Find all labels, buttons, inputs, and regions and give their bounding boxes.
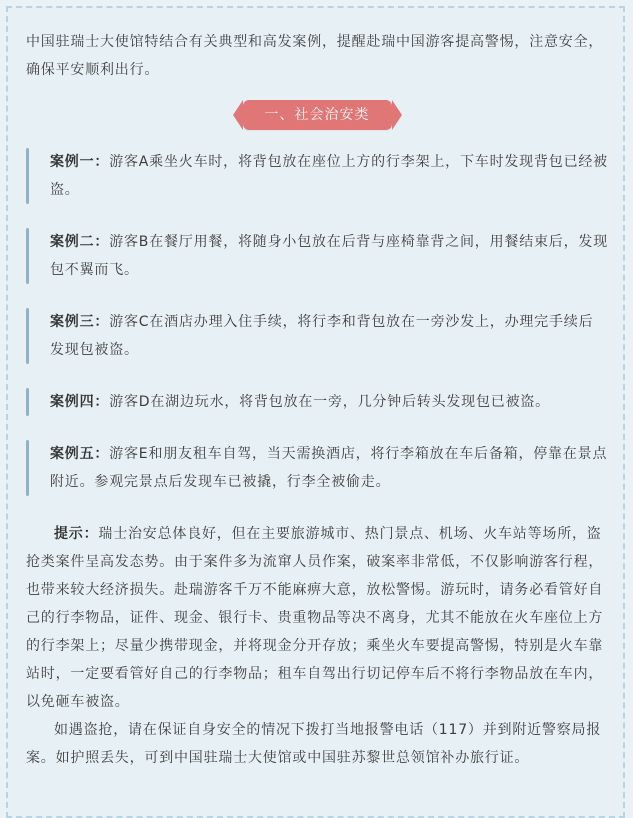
case-item	[26, 308, 608, 364]
case-list	[26, 148, 608, 496]
robbery-advice-paragraph: 如遇盗抢，请在保证自身安全的情况下拨打当地报警电话（117）并到附近警察局报案。如护照丢失，可到中国驻瑞士大使馆或中国驻苏黎世总领馆补办旅行证。	[26, 722, 602, 766]
case-label: 案例二：	[50, 234, 110, 250]
case-accent-bar	[26, 148, 29, 204]
case-item	[26, 388, 608, 416]
case-accent-bar	[26, 440, 29, 496]
case-text-block	[50, 308, 608, 364]
case-text-block	[50, 228, 608, 284]
case-accent-bar	[26, 308, 29, 364]
case-text-block	[50, 440, 608, 496]
article-frame	[6, 6, 625, 818]
intro-paragraph: 中国驻瑞士大使馆特结合有关典型和高发案例，提醒赴瑞中国游客提高警惕，注意安全，确保平安顺利出行。	[26, 34, 604, 78]
case-label: 案例五：	[50, 446, 110, 462]
case-item	[26, 148, 608, 204]
section-heading-wrap	[26, 100, 608, 130]
case-label: 案例三：	[50, 314, 110, 330]
case-description: 游客C在酒店办理入住手续，将行李和背包放在一旁沙发上，办理完手续后发现包被盗。	[50, 314, 594, 358]
case-text-block	[50, 388, 608, 416]
tip-text: 瑞士治安总体良好，但在主要旅游城市、热门景点、机场、火车站等场所，盗抢类案件呈高发态势。由于案件多为流窜人员作案，破案率非常低，不仅影响游客行程，也带来较大经济损失。赴瑞游客千万不能麻痹大意，放松警惕。游玩时，请务必看管好自己的行李物品，证件、现金、银行卡、贵重物品等决不离身，尤其不能放在火车座位上方的行李架上；尽量少携带现金，并将现金分开存放；乘坐火车要提高警惕，特别是火车靠站时，一定要看管好自己的行李物品；租车自驾出行切记停车后不将行李物品放在车内，以免砸车被盗。	[26, 526, 604, 710]
case-description: 游客A乘坐火车时，将背包放在座位上方的行李架上，下车时发现背包已经被盗。	[50, 154, 608, 198]
case-text-block	[50, 148, 608, 204]
case-description: 游客D在湖边玩水，将背包放在一旁，几分钟后转头发现包已被盗。	[109, 394, 550, 410]
tip-paragraph	[26, 520, 608, 716]
case-description: 游客B在餐厅用餐，将随身小包放在后背与座椅靠背之间，用餐结束后，发现包不翼而飞。	[50, 234, 609, 278]
case-accent-bar	[26, 388, 29, 416]
case-label: 案例一：	[50, 154, 110, 170]
case-accent-bar	[26, 228, 29, 284]
case-item	[26, 440, 608, 496]
case-label: 案例四：	[50, 394, 110, 410]
case-description: 游客E和朋友租车自驾，当天需换酒店，将行李箱放在车后备箱，停靠在景点附近。参观完景点后发现车已被撬，行李全被偷走。	[50, 446, 608, 490]
section-heading: 一、社会治安类	[243, 100, 392, 130]
case-item	[26, 228, 608, 284]
article-content	[26, 28, 608, 772]
tip-label: 提示：	[54, 526, 99, 542]
